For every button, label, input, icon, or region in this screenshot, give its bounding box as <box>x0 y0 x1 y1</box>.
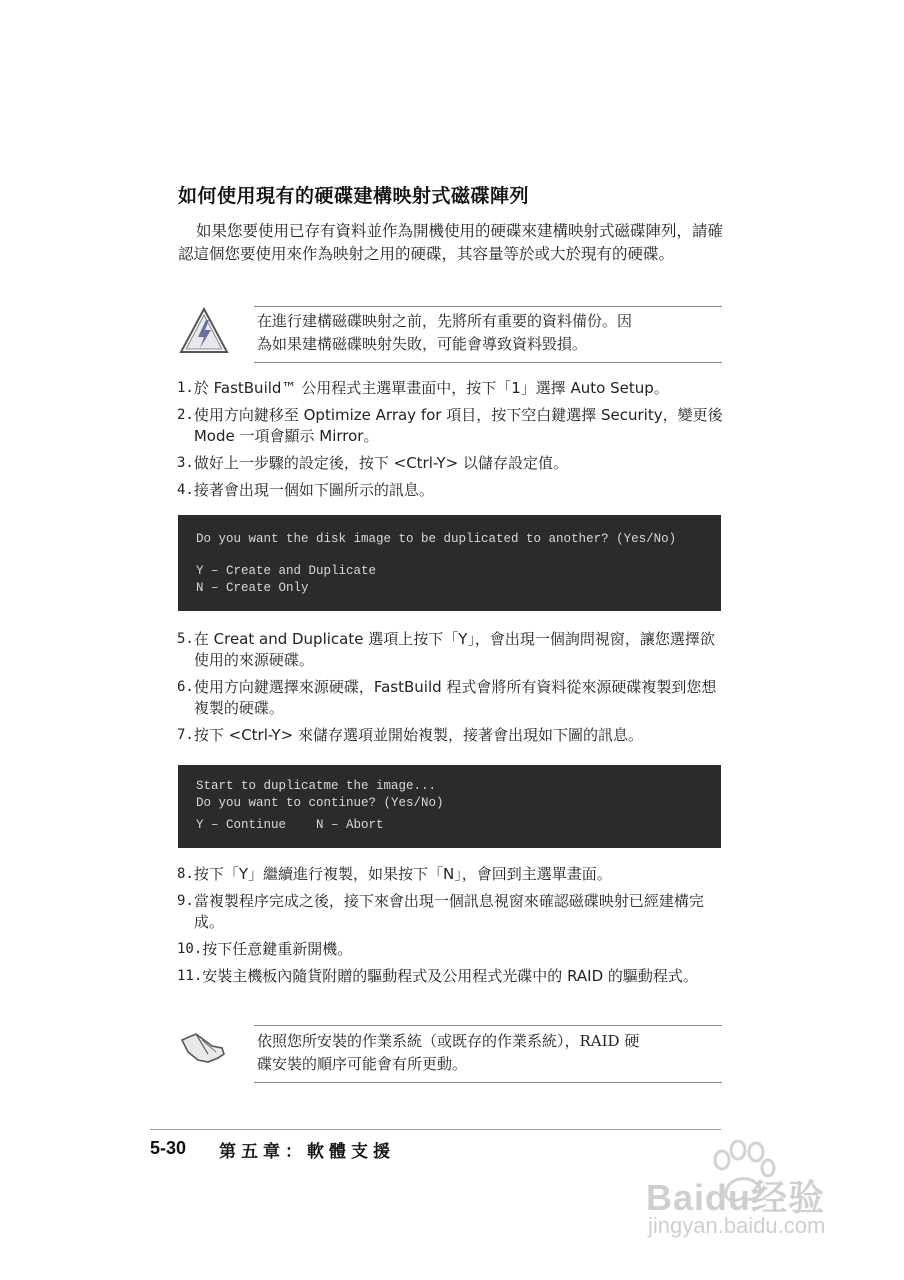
warning-note-line: 在進行建構磁碟映射之前，先將所有重要的資料備份。因 <box>257 312 633 330</box>
chapter-title: 第五章：軟體支援 <box>219 1142 395 1162</box>
steps-list-a <box>177 378 725 501</box>
warning-note <box>254 306 722 363</box>
terminal-line: Start to duplicatme the image... <box>196 779 437 793</box>
terminal-line: Y – Create and Duplicate <box>196 564 377 578</box>
step-item: 1. 於 FastBuild™ 公用程式主選單畫面中，按下「1」選擇 Auto Setup。 <box>177 379 669 397</box>
page-number: 5-30 <box>150 1138 187 1158</box>
tip-note <box>254 1025 722 1083</box>
step-item: 4. 接著會出現一個如下圖所示的訊息。 <box>177 481 434 499</box>
warning-note-line: 為如果建構磁碟映射失敗，可能會導致資料毀損。 <box>257 335 588 353</box>
steps-list-c <box>177 864 725 987</box>
step-item: 8. 按下「Y」繼續進行複製，如果按下「N」，會回到主選單畫面。 <box>177 865 612 883</box>
step-item: 10. 按下任意鍵重新開機。 <box>177 940 353 958</box>
pointing-hand-icon <box>178 1028 226 1066</box>
terminal-line: Do you want to continue? (Yes/No) <box>196 796 444 810</box>
terminal-screen-continue-prompt <box>178 765 721 848</box>
terminal-screen-duplicate-prompt <box>178 515 721 611</box>
watermark-url: jingyan.baidu.com <box>648 1213 826 1238</box>
terminal-line: N – Create Only <box>196 581 309 595</box>
step-item: 5. 在 Creat and Duplicate 選項上按下「Y」，會出現一個詢問視窗，讓您選擇欲使用的來源硬碟。 <box>177 630 715 669</box>
terminal-line: Do you want the disk image to be duplicated to another? (Yes/No) <box>196 532 677 546</box>
watermark-brand: Baidu经验 <box>646 1177 826 1218</box>
intro-paragraph: 如果您要使用已存有資料並作為開機使用的硬碟來建構映射式磁碟陣列，請確認這個您要使用來作為映射之用的硬碟，其容量等於或大於現有的硬碟。 <box>178 222 724 263</box>
step-item: 3. 做好上一步驟的設定後，按下 <Ctrl-Y> 以儲存設定值。 <box>177 454 569 472</box>
steps-list-b <box>177 629 725 746</box>
step-item: 2. 使用方向鍵移至 Optimize Array for 項目，按下空白鍵選擇 Security，變更後 Mode 一項會顯示 Mirror。 <box>177 406 723 445</box>
footer-divider <box>150 1129 721 1130</box>
step-item: 6. 使用方向鍵選擇來源硬碟，FastBuild 程式會將所有資料從來源硬碟複製到您想複製的硬碟。 <box>177 678 717 717</box>
step-item: 7. 按下 <Ctrl-Y> 來儲存選項並開始複製，接著會出現如下圖的訊息。 <box>177 726 644 744</box>
step-item: 9. 當複製程序完成之後，接下來會出現一個訊息視窗來確認磁碟映射已經建構完成。 <box>177 892 704 931</box>
warning-icon <box>178 306 230 356</box>
terminal-line: Y – Continue N – Abort <box>196 818 384 832</box>
step-item: 11. 安裝主機板內隨貨附贈的驅動程式及公用程式光碟中的 RAID 的驅動程式。 <box>177 967 698 985</box>
tip-note-line: 碟安裝的順序可能會有所更動。 <box>257 1055 468 1073</box>
tip-note-line: 依照您所安裝的作業系統（或既存的作業系統），RAID 硬 <box>257 1032 640 1050</box>
section-title: 如何使用現有的硬碟建構映射式磁碟陣列 <box>178 185 530 207</box>
